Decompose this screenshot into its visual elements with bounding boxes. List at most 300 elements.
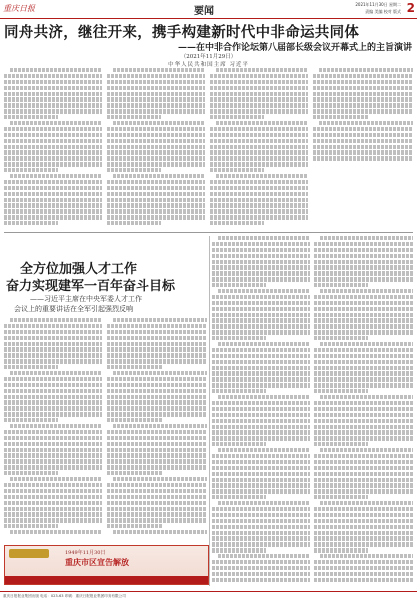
text-line bbox=[4, 418, 58, 422]
text-line bbox=[107, 471, 162, 475]
text-line bbox=[320, 501, 413, 505]
second-body-column-1 bbox=[4, 318, 102, 540]
text-line bbox=[10, 477, 102, 481]
text-line bbox=[4, 139, 102, 143]
text-line bbox=[320, 236, 413, 240]
text-line bbox=[4, 518, 102, 522]
text-line bbox=[314, 254, 413, 258]
text-line bbox=[107, 418, 162, 422]
text-line bbox=[210, 139, 308, 143]
text-line bbox=[10, 530, 102, 534]
text-line bbox=[212, 566, 310, 570]
text-line bbox=[212, 513, 310, 517]
text-line bbox=[107, 459, 207, 463]
text-line bbox=[314, 436, 413, 440]
page-footer bbox=[0, 591, 417, 600]
text-line bbox=[4, 347, 102, 351]
text-line bbox=[314, 460, 413, 464]
banner-date: 1949年11月30日 bbox=[65, 550, 106, 556]
text-line bbox=[210, 86, 308, 90]
text-line bbox=[212, 495, 266, 499]
text-line bbox=[212, 324, 310, 328]
text-line bbox=[4, 495, 102, 499]
text-line bbox=[4, 156, 102, 160]
text-line bbox=[107, 353, 207, 357]
text-line bbox=[4, 395, 102, 399]
text-line bbox=[314, 566, 413, 570]
text-line bbox=[210, 209, 308, 213]
text-line bbox=[212, 360, 310, 364]
text-line bbox=[216, 174, 308, 178]
text-line bbox=[107, 465, 207, 469]
text-line bbox=[4, 507, 102, 511]
text-line bbox=[314, 578, 413, 582]
text-line bbox=[4, 406, 102, 410]
lead-body-column-4 bbox=[313, 68, 413, 168]
text-line bbox=[313, 86, 413, 90]
text-line bbox=[4, 501, 102, 505]
text-line bbox=[4, 359, 102, 363]
text-line bbox=[210, 127, 308, 131]
text-line bbox=[107, 156, 205, 160]
text-line bbox=[107, 127, 205, 131]
text-line bbox=[313, 133, 413, 137]
text-line bbox=[107, 495, 207, 499]
text-line bbox=[107, 395, 207, 399]
text-line bbox=[212, 371, 310, 375]
text-line bbox=[314, 371, 413, 375]
text-line bbox=[107, 145, 205, 149]
text-line bbox=[212, 271, 310, 275]
text-line bbox=[10, 68, 102, 72]
text-line bbox=[314, 542, 413, 546]
text-line bbox=[107, 198, 205, 202]
footer-imprint: 重庆日报报业集团出版 电话：023-63 印刷：重庆日报报业集团印务有限公司 bbox=[3, 594, 126, 598]
text-line bbox=[314, 413, 413, 417]
text-line bbox=[107, 430, 207, 434]
text-line bbox=[218, 289, 310, 293]
text-line bbox=[314, 324, 413, 328]
text-line bbox=[314, 572, 413, 576]
text-line bbox=[4, 192, 102, 196]
text-line bbox=[212, 413, 310, 417]
text-line bbox=[212, 560, 310, 564]
text-line bbox=[210, 150, 308, 154]
text-line bbox=[320, 554, 413, 558]
text-line bbox=[4, 524, 58, 528]
text-line bbox=[107, 453, 207, 457]
text-line bbox=[4, 353, 102, 357]
text-line bbox=[314, 419, 413, 423]
text-line bbox=[212, 401, 310, 405]
text-line bbox=[319, 68, 413, 72]
second-subheadline-line-2: 会议上的重要讲话在全军引起强烈反响 bbox=[14, 305, 133, 313]
text-line bbox=[313, 127, 413, 131]
text-line bbox=[113, 121, 205, 125]
text-line bbox=[212, 260, 310, 264]
text-line bbox=[107, 109, 205, 113]
text-line bbox=[212, 318, 310, 322]
text-line bbox=[4, 186, 102, 190]
issue-date: 2021年11月30日 星期二 bbox=[355, 2, 401, 7]
text-line bbox=[4, 74, 102, 78]
text-line bbox=[212, 472, 310, 476]
text-line bbox=[107, 330, 207, 334]
text-line bbox=[10, 424, 102, 428]
text-line bbox=[314, 495, 368, 499]
text-line bbox=[4, 127, 102, 131]
text-line bbox=[4, 115, 58, 119]
text-line bbox=[107, 524, 162, 528]
text-line bbox=[107, 92, 205, 96]
text-line bbox=[314, 466, 413, 470]
text-line bbox=[4, 342, 102, 346]
second-headline-line-1: 全方位加强人才工作 bbox=[20, 262, 138, 277]
text-line bbox=[212, 348, 310, 352]
text-line bbox=[212, 242, 310, 246]
text-line bbox=[313, 150, 413, 154]
editor-credits: 责编 美编 校对 版式 bbox=[365, 9, 401, 14]
text-line bbox=[4, 377, 102, 381]
text-line bbox=[314, 560, 413, 564]
text-line bbox=[4, 430, 102, 434]
text-line bbox=[314, 442, 368, 446]
text-line bbox=[218, 342, 310, 346]
text-line bbox=[212, 265, 310, 269]
second-subheadline-line-1: ——习近平主席在中央军委人才工作 bbox=[30, 295, 142, 303]
text-line bbox=[314, 360, 413, 364]
lead-body-column-3 bbox=[210, 68, 308, 228]
text-line bbox=[107, 518, 207, 522]
text-line bbox=[107, 324, 207, 328]
text-line bbox=[107, 365, 162, 369]
text-line bbox=[107, 86, 205, 90]
text-line bbox=[210, 156, 308, 160]
text-line bbox=[212, 277, 310, 281]
text-line bbox=[314, 283, 368, 287]
text-line bbox=[313, 139, 413, 143]
text-line bbox=[314, 430, 413, 434]
text-line bbox=[4, 336, 102, 340]
text-line bbox=[314, 366, 413, 370]
text-line bbox=[314, 313, 413, 317]
text-line bbox=[218, 554, 310, 558]
text-line bbox=[107, 203, 205, 207]
text-line bbox=[314, 489, 413, 493]
text-line bbox=[4, 365, 58, 369]
text-line bbox=[4, 330, 102, 334]
text-line bbox=[320, 448, 413, 452]
text-line bbox=[212, 254, 310, 258]
text-line bbox=[210, 221, 264, 225]
text-line bbox=[4, 442, 102, 446]
right-body-column-1 bbox=[212, 236, 310, 586]
text-line bbox=[210, 168, 264, 172]
text-line bbox=[113, 477, 207, 481]
lead-body-column-1 bbox=[4, 68, 102, 228]
text-line bbox=[107, 168, 161, 172]
text-line bbox=[4, 453, 102, 457]
text-line bbox=[314, 407, 413, 411]
text-line bbox=[212, 536, 310, 540]
text-line bbox=[4, 221, 58, 225]
text-line bbox=[107, 442, 207, 446]
text-line bbox=[314, 354, 413, 358]
page-number: 2 bbox=[406, 1, 415, 15]
text-line bbox=[107, 162, 205, 166]
text-line bbox=[107, 336, 207, 340]
text-line bbox=[10, 174, 102, 178]
text-line bbox=[212, 572, 310, 576]
text-line bbox=[4, 512, 102, 516]
text-line bbox=[107, 389, 207, 393]
text-line bbox=[212, 478, 310, 482]
second-body-column-2 bbox=[107, 318, 207, 540]
text-line bbox=[210, 192, 308, 196]
right-body-column-2 bbox=[314, 236, 413, 586]
text-line bbox=[4, 162, 102, 166]
text-line bbox=[314, 472, 413, 476]
text-line bbox=[212, 483, 310, 487]
text-line bbox=[4, 97, 102, 101]
text-line bbox=[218, 501, 310, 505]
text-line bbox=[4, 150, 102, 154]
banner-logo-icon bbox=[9, 549, 49, 558]
text-line bbox=[314, 531, 413, 535]
masthead: 重庆日报 bbox=[3, 4, 35, 13]
text-line bbox=[113, 174, 205, 178]
text-line bbox=[212, 525, 310, 529]
banner-band bbox=[5, 576, 208, 584]
text-line bbox=[212, 454, 310, 458]
text-line bbox=[314, 307, 413, 311]
text-line bbox=[113, 68, 205, 72]
text-line bbox=[212, 283, 266, 287]
text-line bbox=[313, 92, 413, 96]
text-line bbox=[212, 330, 310, 334]
column-rule bbox=[209, 236, 210, 586]
text-line bbox=[212, 425, 310, 429]
text-line bbox=[210, 97, 308, 101]
text-line bbox=[4, 209, 102, 213]
text-line bbox=[113, 371, 207, 375]
lead-byline: 中华人民共和国主席 习近平 bbox=[168, 62, 249, 68]
text-line bbox=[4, 389, 102, 393]
text-line bbox=[212, 466, 310, 470]
text-line bbox=[113, 424, 207, 428]
text-line bbox=[107, 180, 205, 184]
text-line bbox=[212, 377, 310, 381]
text-line bbox=[4, 459, 102, 463]
text-line bbox=[314, 548, 368, 552]
text-line bbox=[314, 483, 413, 487]
text-line bbox=[4, 324, 102, 328]
text-line bbox=[212, 383, 310, 387]
text-line bbox=[212, 436, 310, 440]
text-line bbox=[4, 489, 102, 493]
text-line bbox=[212, 389, 266, 393]
text-line bbox=[314, 525, 413, 529]
text-line bbox=[212, 313, 310, 317]
text-line bbox=[314, 277, 413, 281]
text-line bbox=[212, 248, 310, 252]
section-divider bbox=[4, 232, 413, 233]
text-line bbox=[107, 412, 207, 416]
text-line bbox=[314, 454, 413, 458]
text-line bbox=[313, 80, 413, 84]
text-line bbox=[210, 180, 308, 184]
text-line bbox=[313, 145, 413, 149]
text-line bbox=[107, 221, 161, 225]
text-line bbox=[4, 203, 102, 207]
text-line bbox=[4, 103, 102, 107]
text-line bbox=[210, 162, 308, 166]
text-line bbox=[212, 301, 310, 305]
text-line bbox=[314, 401, 413, 405]
text-line bbox=[4, 412, 102, 416]
lead-subheadline: ——在中非合作论坛第八届部长级会议开幕式上的主旨演讲 bbox=[177, 43, 412, 53]
text-line bbox=[212, 507, 310, 511]
text-line bbox=[107, 192, 205, 196]
text-line bbox=[4, 168, 58, 172]
text-line bbox=[212, 419, 310, 423]
text-line bbox=[210, 92, 308, 96]
text-line bbox=[314, 260, 413, 264]
text-line bbox=[210, 109, 308, 113]
text-line bbox=[313, 115, 368, 119]
text-line bbox=[210, 215, 308, 219]
text-line bbox=[107, 215, 205, 219]
text-line bbox=[4, 92, 102, 96]
text-line bbox=[314, 265, 413, 269]
text-line bbox=[4, 198, 102, 202]
text-line bbox=[314, 348, 413, 352]
text-line bbox=[212, 578, 310, 582]
text-line bbox=[313, 103, 413, 107]
text-line bbox=[216, 121, 308, 125]
text-line bbox=[212, 366, 310, 370]
text-line bbox=[314, 295, 413, 299]
text-line bbox=[313, 109, 413, 113]
text-line bbox=[314, 330, 413, 334]
page-header bbox=[0, 0, 417, 19]
text-line bbox=[314, 248, 413, 252]
text-line bbox=[314, 242, 413, 246]
text-line bbox=[320, 289, 413, 293]
text-line bbox=[210, 74, 308, 78]
text-line bbox=[212, 407, 310, 411]
text-line bbox=[218, 395, 310, 399]
text-line bbox=[212, 307, 310, 311]
text-line bbox=[210, 203, 308, 207]
text-line bbox=[212, 460, 310, 464]
text-line bbox=[314, 519, 413, 523]
text-line bbox=[10, 121, 102, 125]
text-line bbox=[107, 489, 207, 493]
text-line bbox=[4, 180, 102, 184]
text-line bbox=[107, 150, 205, 154]
text-line bbox=[113, 318, 207, 322]
text-line bbox=[319, 121, 413, 125]
text-line bbox=[210, 115, 264, 119]
text-line bbox=[113, 530, 207, 534]
text-line bbox=[314, 336, 368, 340]
text-line bbox=[314, 536, 413, 540]
text-line bbox=[4, 86, 102, 90]
text-line bbox=[4, 145, 102, 149]
text-line bbox=[212, 531, 310, 535]
lead-body-column-2 bbox=[107, 68, 205, 228]
text-line bbox=[4, 80, 102, 84]
text-line bbox=[107, 448, 207, 452]
text-line bbox=[212, 442, 266, 446]
lead-headline: 同舟共济，继往开来，携手构建新时代中非命运共同体 bbox=[4, 25, 360, 41]
text-line bbox=[212, 354, 310, 358]
text-line bbox=[210, 145, 308, 149]
text-line bbox=[218, 236, 310, 240]
text-line bbox=[313, 97, 413, 101]
text-line bbox=[314, 389, 368, 393]
text-line bbox=[4, 471, 58, 475]
text-line bbox=[313, 156, 413, 160]
text-line bbox=[313, 74, 413, 78]
banner-title: 重庆市区宣告解放 bbox=[65, 557, 129, 567]
text-line bbox=[107, 103, 205, 107]
text-line bbox=[107, 186, 205, 190]
text-line bbox=[107, 80, 205, 84]
text-line bbox=[210, 198, 308, 202]
text-line bbox=[107, 139, 205, 143]
text-line bbox=[314, 301, 413, 305]
text-line bbox=[107, 377, 207, 381]
anniversary-banner bbox=[4, 545, 209, 585]
text-line bbox=[107, 342, 207, 346]
text-line bbox=[210, 80, 308, 84]
text-line bbox=[10, 371, 102, 375]
text-line bbox=[210, 133, 308, 137]
text-line bbox=[210, 103, 308, 107]
section-title: 要闻 bbox=[194, 6, 214, 17]
text-line bbox=[210, 186, 308, 190]
text-line bbox=[107, 483, 207, 487]
text-line bbox=[320, 395, 413, 399]
text-line bbox=[320, 342, 413, 346]
text-line bbox=[107, 436, 207, 440]
text-line bbox=[4, 448, 102, 452]
text-line bbox=[107, 133, 205, 137]
text-line bbox=[4, 436, 102, 440]
text-line bbox=[314, 513, 413, 517]
text-line bbox=[212, 295, 310, 299]
text-line bbox=[107, 97, 205, 101]
text-line bbox=[107, 406, 207, 410]
text-line bbox=[212, 542, 310, 546]
text-line bbox=[212, 430, 310, 434]
second-headline-line-2: 奋力实现建军一百年奋斗目标 bbox=[6, 279, 176, 294]
text-line bbox=[4, 400, 102, 404]
text-line bbox=[218, 448, 310, 452]
text-line bbox=[314, 507, 413, 511]
text-line bbox=[107, 347, 207, 351]
text-line bbox=[107, 383, 207, 387]
text-line bbox=[314, 425, 413, 429]
text-line bbox=[4, 383, 102, 387]
text-line bbox=[212, 548, 266, 552]
text-line bbox=[107, 74, 205, 78]
lead-dateline: （2021年11月29日） bbox=[180, 54, 237, 60]
text-line bbox=[10, 318, 102, 322]
text-line bbox=[107, 507, 207, 511]
